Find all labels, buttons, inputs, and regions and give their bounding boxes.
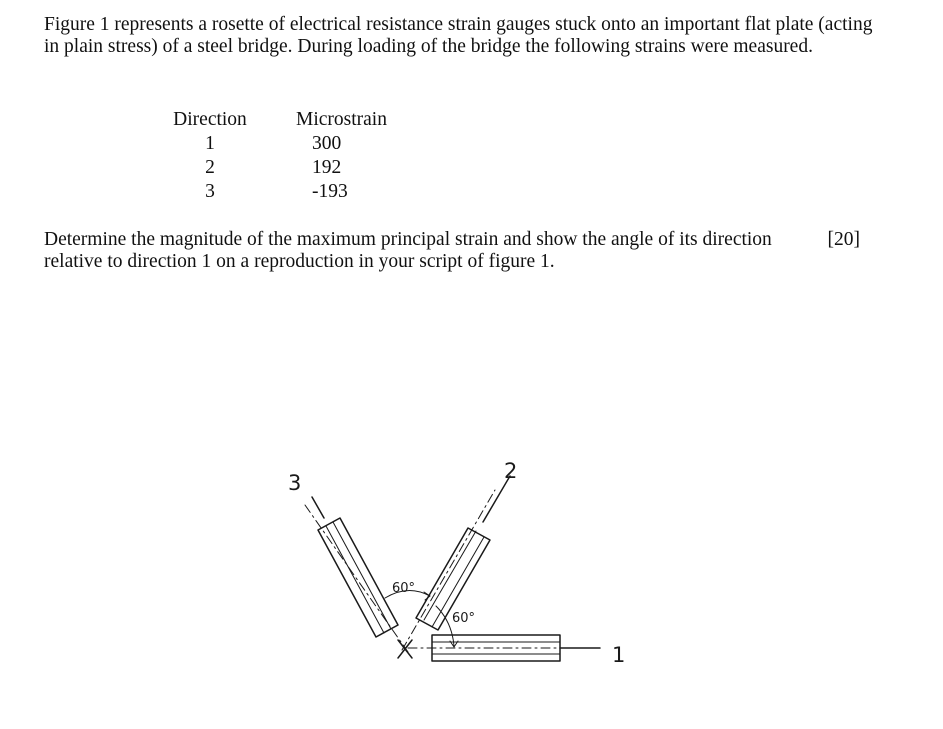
direction-2-label: 2 bbox=[504, 459, 518, 483]
marks-label: [20] bbox=[827, 229, 860, 250]
intro-paragraph: Figure 1 represents a rosette of electrical resistance strain gauges stuck onto an important flat plate (acting in plain stress) of a steel bridge. During loading of the bridge the following strains were measured. bbox=[44, 14, 873, 57]
angle-label-lower: 60° bbox=[452, 611, 476, 626]
microstrain-header: Microstrain bbox=[296, 109, 387, 130]
angle-arcs bbox=[385, 590, 458, 647]
direction-1-label: 1 bbox=[612, 643, 626, 667]
table-row-1-direction: 1 bbox=[205, 133, 215, 154]
table-row-3-microstrain: -193 bbox=[312, 181, 348, 202]
table-row-2-direction: 2 bbox=[205, 157, 215, 178]
table-row-1-microstrain: 300 bbox=[312, 133, 342, 154]
gauge-1 bbox=[408, 635, 600, 661]
angle-label-upper: 60° bbox=[392, 581, 416, 596]
table-row-3-direction: 3 bbox=[205, 181, 215, 202]
direction-header: Direction bbox=[173, 109, 247, 130]
table-row-2-microstrain: 192 bbox=[312, 157, 342, 178]
gauge-3 bbox=[305, 497, 408, 652]
question-text: Determine the magnitude of the maximum principal strain and show the angle of its direction relative to direction 1 on a reproduction in your script of figure 1. bbox=[44, 229, 772, 272]
origin-cross bbox=[398, 640, 412, 658]
direction-3-label: 3 bbox=[288, 471, 302, 495]
